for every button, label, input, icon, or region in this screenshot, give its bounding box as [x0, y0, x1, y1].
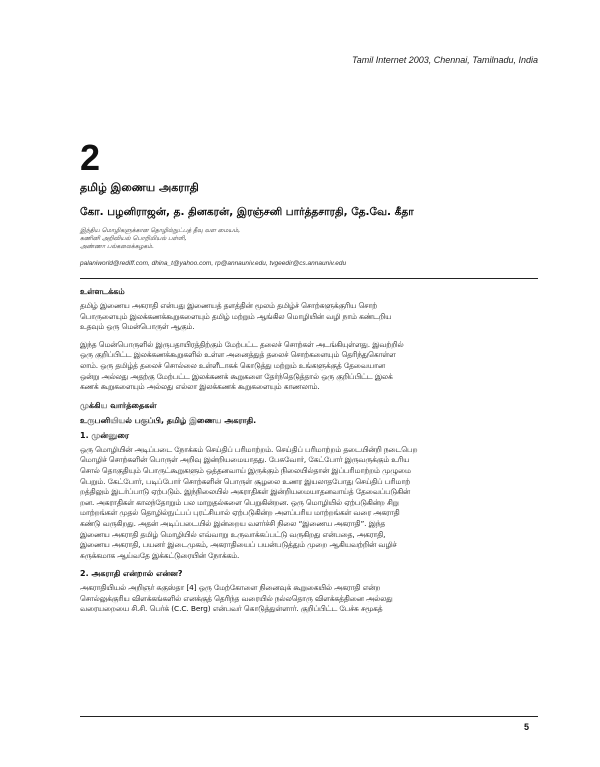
keywords-heading: முக்கிய வார்த்தைகள் — [80, 400, 157, 410]
abstract-paragraph-1 — [80, 301, 538, 333]
running-header: Tamil Internet 2003, Chennai, Tamilnadu, India — [352, 55, 538, 65]
text-line: மொழிச் சொற்களின் பொருள் அறிவு இன்றியமையாதது. பேசுவோர், கேட்போர் இருவருக்கும் உரிய — [80, 455, 410, 465]
text-line: அகராதியியல் அறிஞர் சுகுஸ்தா [4] ஒரு மேற்கோளை நினைவுக் கூறுகையில் அகராதி என்ற — [80, 583, 381, 593]
paper-title: தமிழ் இணைய அகராதி — [80, 181, 199, 194]
text-line: றன. அகராதிகள் காலந்தோறும் பல மாறுதல்களை பெறுகின்றன. ஒரு மொழியில் ஏற்படுகின்ற சிறு — [80, 497, 399, 507]
text-line: இந்த மென்பொருளில் இருபதாயிரத்திற்கும் மேற்பட்ட தலைச் சொற்கள் அடங்கியுள்ளது. இவற்றில் — [80, 339, 404, 349]
text-line: கணக் கூறுகளையும் அல்லது எல்லா இலக்கணக் கூறுகளையும் காணலாம். — [80, 382, 320, 392]
text-line: மாற்றங்கள் முதல் தொழில்நுட்பப் புரட்சியால் ஏற்படுகின்ற அளப்பரிய மாற்றங்கள் வரை அகராதி — [80, 508, 400, 518]
text-line: ஒரு குறிப்பிட்ட இலக்கணக்கூறுகளில் உள்ள அனைத்துத் தலைச் சொற்களையும் தெரிந்துகொள்ள — [80, 350, 396, 360]
text-line: பொருளையும் இலக்கணக்கூறுகளையும் தமிழ் மற்றும் ஆங்கில மொழியின் வழி நாம் கண்டறிய — [80, 311, 392, 321]
text-line: கண்டு வருகிறது. அதன் அடிப்படையில் இன்றைய வளர்ச்சி நிலை “இணைய அகராதி”. இந்த — [80, 518, 386, 528]
text-line: உதவும் ஒரு மென்பொருள் ஆகும். — [80, 322, 195, 332]
text-line: ஒரு மொழியின் அடிப்படை நோக்கம் செய்திப் பரிமாற்றம். செய்திப் பரிமாற்றம் தடையின்றி நடைபெற — [80, 444, 418, 454]
text-line: சுருக்கமாக ஆய்வதே இக்கட்டுரையின் நோக்கம். — [80, 550, 240, 560]
text-line: பெறும். கேட்போர், படிப்போர் சொற்களின் பொருள் சூழலை உணர இயலாதபோது செய்திப் பரிமாற் — [80, 476, 411, 486]
affiliation-line: கணினி அறிவியல் பொறியியல் பள்ளி, — [80, 235, 187, 242]
section-2-heading: 2. அகராதி என்றால் என்ன? — [80, 569, 183, 579]
page-number: 5 — [524, 722, 530, 732]
intro-heading: 1. முன்னுரை — [80, 430, 130, 440]
intro-paragraph — [80, 445, 538, 562]
author-list: கோ. பழனிராஜன், த. தினகரன், இரஞ்சனி பார்த்தசாரதி, தே.வே. கீதா — [80, 206, 414, 218]
text-line: றத்திலும் இடர்ப்பாடு ஏற்படும். இந்நிலையில் அகராதிகள் இன்றியமையாதனவாய்த் தேவைப்படுகின் — [80, 487, 410, 497]
abstract-paragraph-2 — [80, 340, 538, 393]
chapter-number: 2 — [80, 137, 101, 178]
affiliation-line: இந்திய மொழிகளுக்கான தொழில்நுட்பத் தீவு வள மையம், — [80, 227, 241, 234]
text-line: இணைய அகராதி தமிழ் மொழியில் எவ்வாறு உருவாக்கப்பட்டு வருகிறது என்பதை, அகராதி, — [80, 529, 386, 539]
text-line: சொல் தொகுதியும் பொருட்கூறுகளும் ஒத்தனவாய் இருக்கும் நிலையில்தான் இப்பரிமாற்றம் முழுமை — [80, 465, 411, 475]
section-2-paragraph — [80, 583, 538, 615]
text-line: வரையறையை சி.சி. பெர்க் (C.C. Berg) என்பவர் கொடுத்துள்ளார். குறிப்பிட்ட பேச்சு சமூகத் — [80, 604, 383, 614]
text-line: ஒன்று அல்லது அதற்கு மேற்பட்ட இலக்கணக் கூறுகளை தேர்ந்தெடுத்தால் ஒரு குறிப்பிட்ட இலக் — [80, 371, 393, 381]
header-divider — [80, 278, 538, 279]
abstract-heading: உள்ளடக்கம் — [80, 287, 125, 296]
affiliation-line: அண்ணா பல்கலைக்கழகம். — [80, 243, 154, 250]
author-emails: palaniworld@rediff.com, dhina_t@yahoo.com, rp@annauniv.edu, tvgeedir@cs.annauniv.edu — [80, 260, 347, 267]
paper-body — [80, 180, 538, 622]
text-line: தமிழ் இணைய அகராதி என்பது இணையத் தளத்தின் மூலம் தமிழ்ச் சொற்களுக்குரிய சொற் — [80, 301, 378, 310]
text-line: லாம். ஒரு தமிழ்த் தலைச் சொல்லை உள்ளீடாகக் கொடுத்து மற்றும் உங்களுக்குத் தேவையான — [80, 360, 385, 370]
text-line: சொல்லுக்குரிய விளக்கங்களில் எனக்குத் தெரிந்த வரையில் நல்லதொரு விளக்கத்தினை அல்லது — [80, 593, 393, 603]
footer-divider — [80, 716, 538, 717]
keywords-text: உருபனியியல் பகுப்பி, தமிழ் இணைய அகராதி. — [80, 415, 257, 425]
text-line: இணைய அகராதி, பயனர் இடைமுகம், அகராதியைப் பயன்படுத்தும் முறை ஆகியவற்றின் வழிச் — [80, 540, 397, 550]
affiliations — [80, 227, 538, 251]
